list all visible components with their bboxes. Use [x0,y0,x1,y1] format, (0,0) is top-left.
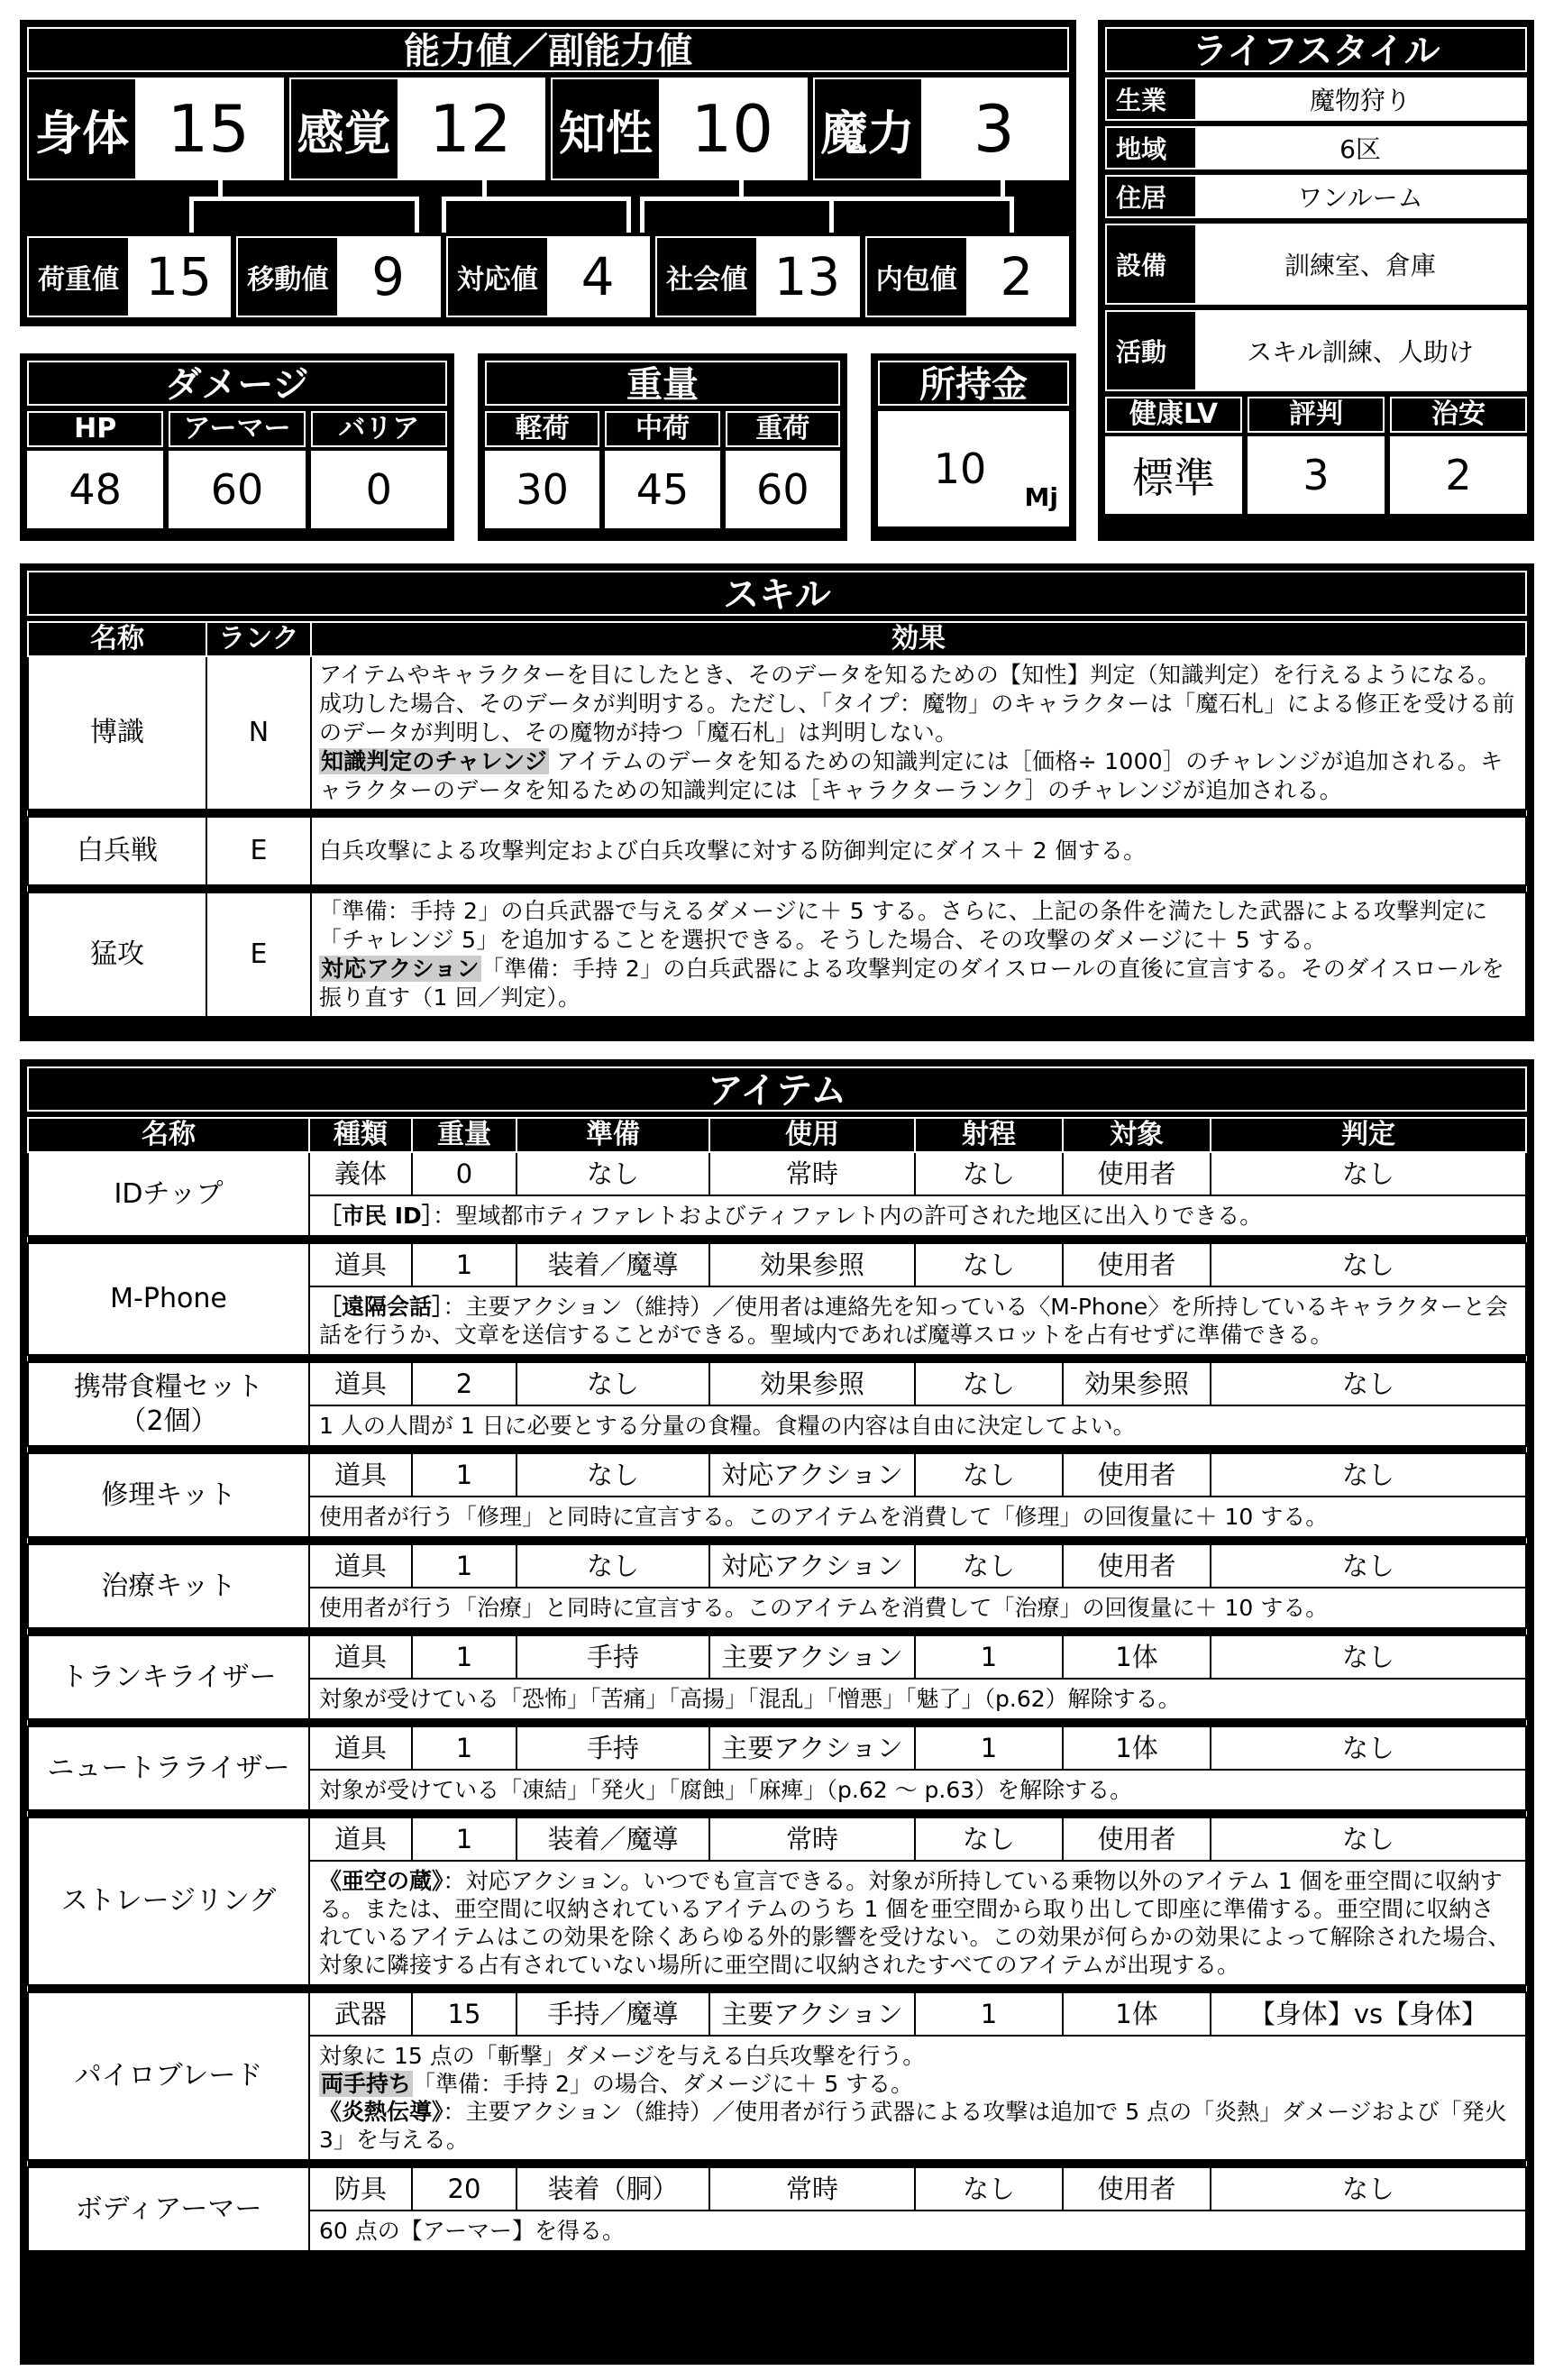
heavy-load-label: 重荷 [726,411,840,447]
item-cell: 1 [412,1817,516,1861]
armor-value: 60 [169,451,305,528]
item-cell: 効果参照 [709,1362,915,1405]
item-cell: なし [915,1453,1063,1497]
items-header-row [28,1118,1526,1152]
substat-move: 移動値 9 [236,236,440,317]
item-cell: 1 [915,1726,1063,1770]
item-cell: 道具 [309,1635,412,1679]
safety-value: 2 [1390,436,1527,514]
reputation-label: 評判 [1248,397,1385,433]
item-cell: 【身体】vs【身体】 [1211,1992,1526,2036]
item-cell: なし [1211,1453,1526,1497]
damage-panel [20,353,454,541]
item-description: 対象が受けている「凍結」「発火」「腐蝕」「麻痺」（p.62 〜 p.63）を解除する。 [309,1770,1526,1810]
item-cell: なし [915,1152,1063,1195]
reputation-value: 3 [1248,436,1385,514]
lifestyle-row-house: 住居 ワンルーム [1105,175,1527,218]
item-keyword: 《亜空の蔵》 [319,1868,443,1894]
item-cell: なし [915,1362,1063,1405]
item-cell: 常時 [709,2167,915,2211]
light-load-label: 軽荷 [485,411,599,447]
skills-panel [20,563,1534,1041]
skill-row: 猛攻 E 「準備：手持 2」の白兵武器で与えるダメージに＋ 5 する。さらに、上記の条件を満たした武器による攻撃判定に「チャレンジ 5」を追加することを選択できる。そうした場合、その攻撃のダメージに＋ 5 する。 対応アクション「準備：手持 2」の白兵武器による攻撃判定のダイスロールの直後に宣言する。そのダイスロールを振り直す（1 回／判定）。 [28,892,1526,1017]
item-row [28,1635,1526,1679]
lifestyle-status [1105,397,1527,514]
stat-intellect: 知性 10 [551,78,808,180]
abilities-title: 能力値／副能力値 [27,27,1069,72]
item-cell: 1 [915,1992,1063,2036]
item-cell: 使用者 [1063,1152,1211,1195]
lifestyle-panel [1098,20,1534,541]
skills-table [27,621,1527,1018]
item-cell: なし [1211,1635,1526,1679]
item-name: パイロブレード [28,1992,309,2160]
item-name: ストレージリング [28,1817,309,1985]
skills-header-name: 名称 [28,622,206,656]
items-title: アイテム [27,1066,1527,1112]
item-row [28,1817,1526,1861]
health-label: 健康LV [1105,397,1242,433]
weight-title: 重量 [485,361,840,406]
lifestyle-row-activity: 活動 スキル訓練、人助け [1105,310,1527,391]
item-cell: 0 [412,1152,516,1195]
item-cell: 2 [412,1362,516,1405]
items-header-weight: 重量 [412,1118,516,1152]
heavy-load-value: 60 [726,451,840,528]
item-row [28,1362,1526,1405]
item-row [28,1726,1526,1770]
lifestyle-title: ライフスタイル [1105,27,1527,72]
item-cell: なし [915,1544,1063,1588]
item-cell: なし [1211,1243,1526,1286]
stat-connectors [27,180,1069,236]
item-description: ［遠隔会話］：主要アクション（維持）／使用者は連絡先を知っている〈M-Phone〉を所持しているキャラクターと会話を行うか、文章を送信することができる。聖域内であれば魔導スロットを占有せずに準備できる。 [309,1286,1526,1355]
skill-row: 白兵戦 E 白兵攻撃による攻撃判定および白兵攻撃に対する防御判定にダイス＋ 2 個する。 [28,817,1526,885]
item-cell: なし [516,1453,709,1497]
barrier-label: バリア [311,411,447,447]
item-description: 1 人の人間が 1 日に必要とする分量の食糧。食糧の内容は自由に決定してよい。 [309,1405,1526,1446]
item-keyword: 両手持ち [321,2071,412,2097]
item-cell: 1体 [1063,1635,1211,1679]
item-cell: 使用者 [1063,2167,1211,2211]
skills-header-row [28,622,1526,656]
item-description: 対象が受けている「恐怖」「苦痛」「高揚」「混乱」「憎悪」「魅了」（p.62）解除する。 [309,1679,1526,1719]
item-cell: なし [915,1243,1063,1286]
item-cell: 使用者 [1063,1453,1211,1497]
money-unit: Mj [1024,482,1058,512]
money-title: 所持金 [878,361,1069,406]
medium-load-label: 中荷 [605,411,719,447]
items-header-kind: 種類 [309,1118,412,1152]
item-cell: 手持／魔導 [516,1992,709,2036]
item-cell: 効果参照 [709,1243,915,1286]
item-cell: 1 [412,1243,516,1286]
item-cell: 主要アクション [709,1635,915,1679]
item-cell: 1 [915,1635,1063,1679]
item-cell: 15 [412,1992,516,2036]
items-header-prep: 準備 [516,1118,709,1152]
item-description: 60 点の【アーマー】を得る。 [309,2211,1526,2251]
stat-sense: 感覚 12 [289,78,546,180]
item-name: トランキライザー [28,1635,309,1719]
abilities-panel [20,20,1076,326]
item-cell: 1 [412,1544,516,1588]
item-cell: なし [1211,1544,1526,1588]
sub-stats [27,236,1069,317]
barrier-value: 0 [311,451,447,528]
money-panel [871,353,1076,541]
light-load-value: 30 [485,451,599,528]
lifestyle-row-facility: 設備 訓練室、倉庫 [1105,224,1527,305]
stat-magic: 魔力 3 [813,78,1070,180]
item-cell: なし [1211,2167,1526,2211]
item-keyword: ［遠隔会話］ [319,1294,443,1320]
items-header-check: 判定 [1211,1118,1526,1152]
item-cell: なし [915,2167,1063,2211]
skill-keyword: 知識判定のチャレンジ [321,748,548,774]
damage-title: ダメージ [27,361,447,406]
item-cell: なし [516,1152,709,1195]
item-cell: 道具 [309,1544,412,1588]
item-cell: なし [1211,1726,1526,1770]
item-cell: 1 [412,1726,516,1770]
items-header-name: 名称 [28,1118,309,1152]
safety-label: 治安 [1390,397,1527,433]
substat-load: 荷重値 15 [27,236,231,317]
item-name: IDチップ [28,1152,309,1236]
stat-body: 身体 15 [27,78,284,180]
substat-response: 対応値 4 [446,236,650,317]
item-cell: 対応アクション [709,1544,915,1588]
item-name: 携帯食糧セット （2個） [28,1362,309,1446]
money-value-box [878,411,1069,526]
item-cell: 対応アクション [709,1453,915,1497]
item-cell: 道具 [309,1362,412,1405]
item-keyword: 《炎熱伝導》 [319,2099,443,2125]
weight-panel [478,353,847,541]
item-cell: なし [915,1817,1063,1861]
item-cell: 20 [412,2167,516,2211]
item-cell: なし [1211,1362,1526,1405]
substat-social: 社会値 13 [655,236,859,317]
substat-inner: 内包値 2 [865,236,1069,317]
item-row [28,1453,1526,1497]
item-name: 修理キット [28,1453,309,1537]
item-cell: 手持 [516,1726,709,1770]
item-cell: 義体 [309,1152,412,1195]
item-cell: 手持 [516,1635,709,1679]
hp-value: 48 [27,451,163,528]
money-value: 10 [933,444,987,493]
item-cell: 装着／魔導 [516,1243,709,1286]
item-name: ニュートラライザー [28,1726,309,1810]
hp-label: HP [27,411,163,447]
health-value: 標準 [1105,436,1242,514]
item-description: ［市民 ID］：聖域都市ティファレトおよびティファレト内の許可された地区に出入りできる。 [309,1195,1526,1236]
item-cell: 常時 [709,1817,915,1861]
item-cell: 武器 [309,1992,412,2036]
item-row [28,1992,1526,2036]
armor-label: アーマー [169,411,305,447]
item-cell: なし [516,1544,709,1588]
item-description: 対象に 15 点の「斬撃」ダメージを与える白兵攻撃を行う。 両手持ち「準備：手持 2」の場合、ダメージに＋ 5 する。 《炎熱伝導》：主要アクション（維持）／使用者が行う武器による攻撃は追加で 5 点の「炎熱」ダメージおよび「発火 3」を与える。 [309,2036,1526,2160]
medium-load-value: 45 [605,451,719,528]
items-header-target: 対象 [1063,1118,1211,1152]
items-panel [20,1059,1534,2365]
item-name: M-Phone [28,1243,309,1355]
item-row [28,2167,1526,2211]
skills-header-effect: 効果 [311,622,1526,656]
item-cell: 使用者 [1063,1544,1211,1588]
item-cell: 装着／魔導 [516,1817,709,1861]
items-header-range: 射程 [915,1118,1063,1152]
item-cell: 使用者 [1063,1243,1211,1286]
item-cell: 主要アクション [709,1992,915,2036]
item-keyword: ［市民 ID］ [319,1203,434,1229]
item-cell: 1 [412,1453,516,1497]
item-cell: 1 [412,1635,516,1679]
item-description: 《亜空の蔵》：対応アクション。いつでも宣言できる。対象が所持している乗物以外のアイテム 1 個を亜空間に収納する。または、亜空間に収納されているアイテムのうち 1 個を亜空間から取り出して即座に準備する。亜空間に収納されているアイテムはこの効果を除くあらゆる外的影響を受けない。この効果が何らかの効果によって解除された場合、対象に隣接する占有されていない場所に亜空間に収納されたすべてのアイテムが出現する。 [309,1861,1526,1985]
item-cell: 主要アクション [709,1726,915,1770]
item-cell: 常時 [709,1152,915,1195]
item-cell: 1体 [1063,1992,1211,2036]
item-cell: 防具 [309,2167,412,2211]
item-cell: 使用者 [1063,1817,1211,1861]
item-cell: なし [1211,1817,1526,1861]
main-stats [27,78,1069,180]
item-cell: 効果参照 [1063,1362,1211,1405]
item-row [28,1243,1526,1286]
item-name: ボディアーマー [28,2167,309,2251]
item-cell: 装着（胴） [516,2167,709,2211]
items-header-use: 使用 [709,1118,915,1152]
skill-keyword: 対応アクション [321,956,480,982]
item-cell: 1体 [1063,1726,1211,1770]
item-cell: なし [1211,1152,1526,1195]
item-description: 使用者が行う「治療」と同時に宣言する。このアイテムを消費して「治療」の回復量に＋ 10 する。 [309,1588,1526,1628]
lifestyle-row-area: 地域 6区 [1105,126,1527,169]
skills-header-rank: ランク [206,622,311,656]
item-row [28,1544,1526,1588]
lifestyle-row-job: 生業 魔物狩り [1105,78,1527,121]
item-cell: 道具 [309,1817,412,1861]
items-table [27,1117,1527,2252]
skills-title: スキル [27,571,1527,616]
skill-row: 博識 N アイテムやキャラクターを目にしたとき、そのデータを知るための【知性】判定（知識判定）を行えるようになる。成功した場合、そのデータが判明する。ただし、「タイプ：魔物」のキャラクターは「魔石札」による修正を受ける前のデータが判明し、その魔物が持つ「魔石札」は判明しない。 知識判定のチャレンジ アイテムのデータを知るための知識判定には［価格÷ 1000］のチャレンジが追加される。キャラクターのデータを知るための知識判定には［キャラクターランク］のチャレンジが追加される。 [28,656,1526,810]
item-cell: なし [516,1362,709,1405]
item-cell: 道具 [309,1726,412,1770]
item-row [28,1152,1526,1195]
item-name: 治療キット [28,1544,309,1628]
item-cell: 道具 [309,1453,412,1497]
item-cell: 道具 [309,1243,412,1286]
item-description: 使用者が行う「修理」と同時に宣言する。このアイテムを消費して「修理」の回復量に＋ 10 する。 [309,1497,1526,1537]
